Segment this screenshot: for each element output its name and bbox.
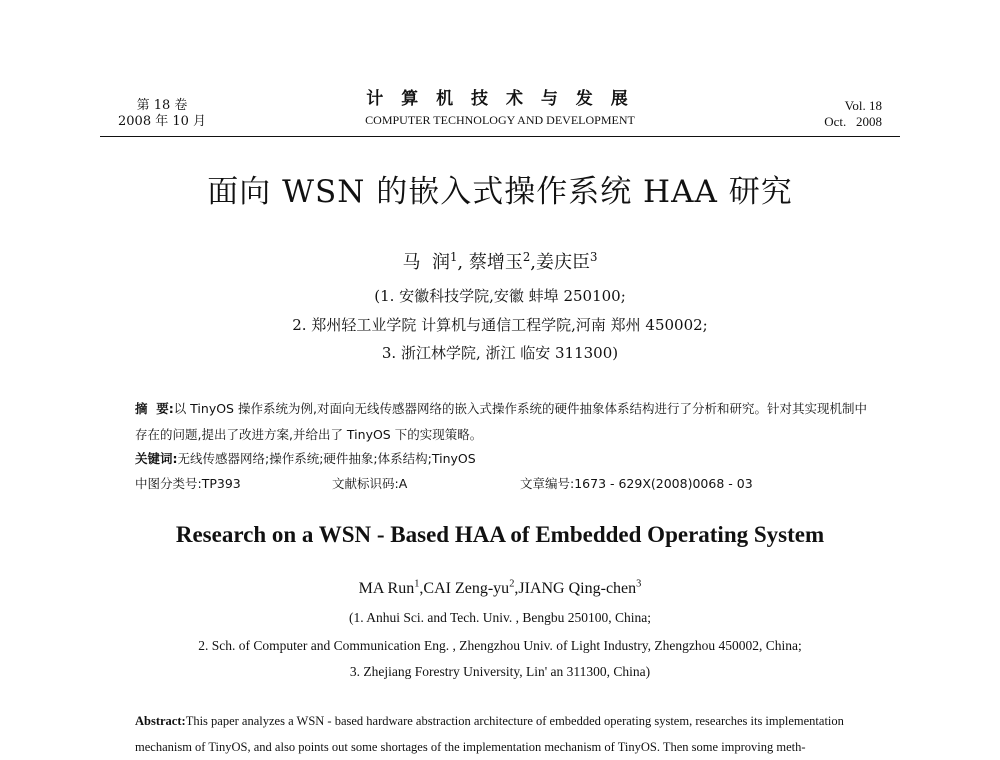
paper-title-en: Research on a WSN - Based HAA of Embedded Operating System: [175, 522, 825, 547]
abstract-en: [135, 708, 877, 760]
abstract-cn: [135, 396, 877, 448]
author-affil-mark: 1: [414, 578, 420, 590]
header-volume-en: Vol. 18: [844, 98, 882, 113]
author-cn: 蔡增玉: [468, 252, 523, 273]
affiliation-en-2: 2. Sch. of Computer and Communication Eng. , Zhengzhou Univ. of Light Industry, Zhengzhou 450002, China;: [198, 638, 802, 653]
abstract-en-label: Abstract:: [135, 714, 186, 728]
keywords-cn-text: 无线传感器网络;操作系统;硬件抽象;体系结构;TinyOS: [177, 451, 476, 466]
author-affil-mark: 3: [636, 578, 642, 590]
author-cn: 姜庆臣: [536, 252, 591, 273]
abstract-cn-label: 摘 要:: [135, 401, 174, 416]
authors-en: MA Run$^1$,CAI Zeng-$yu^2,JIANG$ Qing-chen$^3$: [358, 578, 642, 597]
journal-title-en: COMPUTER TECHNOLOGY AND DEVELOPMENT: [365, 113, 635, 127]
affiliation-en-3: 3. Zhejiang Forestry University, Lin' an 311300, China): [349, 664, 651, 679]
header-rule: [100, 136, 900, 137]
journal-title-cn: 计 算 机 技 术 与 发 展: [366, 89, 634, 109]
header-volume-cn: 第 18 卷: [136, 98, 188, 113]
abstract-en-text: This paper analyzes a WSN - based hardware abstraction architecture of embedded operating system, researches its implementation mechanism of TinyOS, and also points out some shortages of the implementation mechanism of TinyOS. Then some improving meth-: [135, 714, 844, 754]
author-en: CAI Zeng-yu: [423, 580, 510, 597]
author-en: JIANG Qing-chen: [518, 580, 637, 597]
affiliation-en-1: (1. Anhui Sci. and Tech. Univ. , Bengbu 250100, China;: [348, 610, 652, 625]
article-number: 文章编号:1673 - 629X(2008)0068 - 03: [520, 476, 753, 491]
paper-title-cn: 面向 WSN 的嵌入式操作系统 HAA 研究: [207, 174, 793, 210]
clc-number: 中图分类号:TP393: [135, 476, 241, 491]
author-cn: 马 润: [402, 252, 450, 273]
author-affil-mark: 2: [522, 250, 531, 264]
author-affil-mark: 3: [590, 250, 598, 264]
header-journal: [340, 88, 660, 128]
affiliation-cn-1: (1. 安徽科技学院,安徽 蚌埠 250100;: [374, 287, 626, 305]
author-en: MA Run: [358, 580, 415, 597]
author-affil-mark: 2: [509, 578, 515, 590]
abstract-cn-block: [135, 396, 877, 470]
keywords-cn-label: 关键词:: [135, 451, 178, 466]
affiliation-cn-3: 3. 浙江林学院, 浙江 临安 311300): [381, 344, 619, 362]
affiliation-cn-2: 2. 郑州轻工业学院 计算机与通信工程学院,河南 郑州 450002;: [292, 316, 708, 334]
header-volume-date-en: [824, 98, 882, 130]
abstract-cn-text: 以 TinyOS 操作系统为例,对面向无线传感器网络的嵌入式操作系统的硬件抽象体系结构进行了分析和研究。针对其实现机制中存在的问题,提出了改进方案,并给出了 TinyOS 下的实现策略。: [135, 401, 867, 442]
keywords-cn: [135, 448, 877, 470]
authors-cn: 马 润$^1$, 蔡增玉$^2$,姜庆臣$^3$: [402, 250, 598, 273]
author-affil-mark: 1: [449, 250, 458, 264]
header-date-en: Oct. 2008: [824, 114, 882, 129]
document-code: 文献标识码:A: [332, 476, 408, 491]
header-date-cn: 2008 年 10 月: [118, 114, 207, 129]
header-volume-date-cn: [118, 98, 206, 130]
